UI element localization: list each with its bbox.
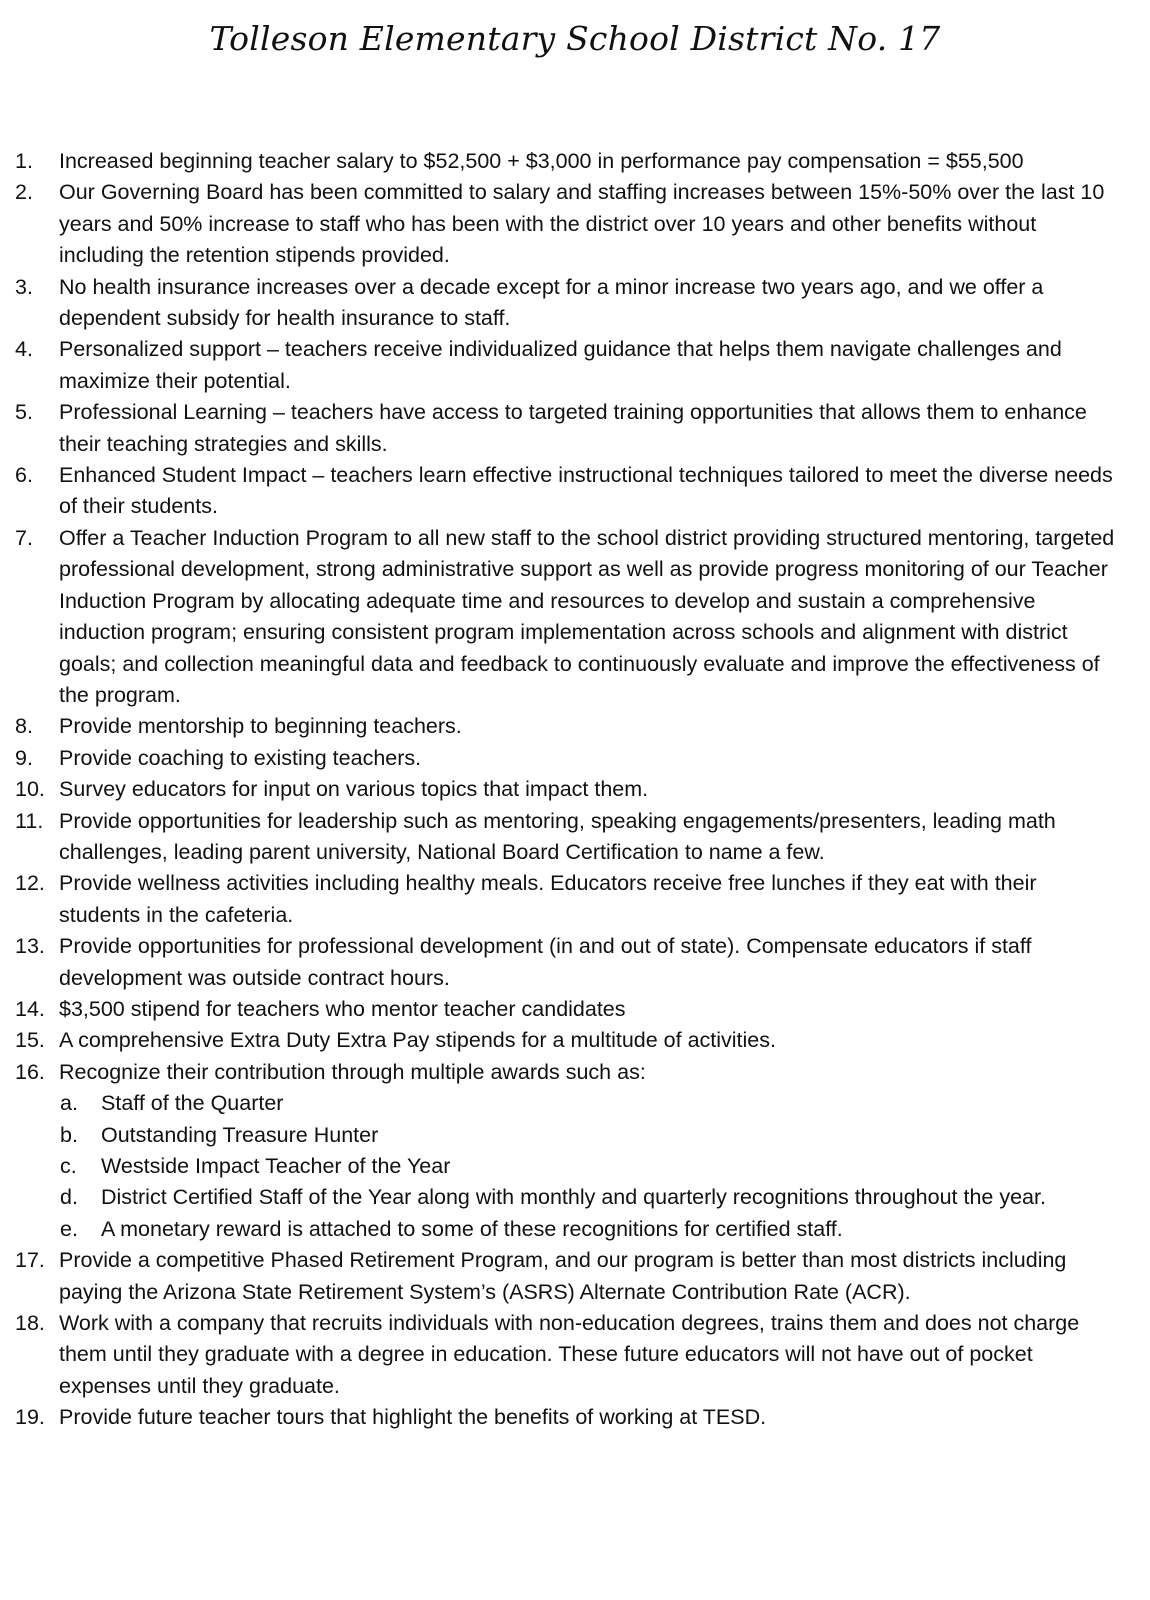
item-text: Provide coaching to existing teachers.: [59, 745, 422, 770]
subitem-text: Staff of the Quarter: [101, 1091, 284, 1116]
item-text: Enhanced Student Impact – teachers learn effective instructional techniques tailored to meet the diverse needs of their students.: [59, 463, 1113, 519]
item-text: Professional Learning – teachers have access to targeted training opportunities that allows them to enhance their teaching strategies and skills.: [59, 400, 1087, 456]
item-text: Work with a company that recruits individuals with non-education degrees, trains them and does not charge them until they graduate with a degree in education. These future educators will not have out of pocket expenses until they graduate.: [59, 1311, 1080, 1398]
subitem-letter: e.: [60, 1216, 78, 1241]
item-number: 2.: [15, 180, 33, 205]
item-number: 18.: [15, 1311, 45, 1336]
item-number: 16.: [15, 1059, 45, 1084]
subitem-letter: b.: [60, 1122, 78, 1147]
list-item: [0, 397, 1150, 460]
list-item: [0, 1245, 1150, 1308]
list-item: [0, 931, 1150, 994]
item-number: 14.: [15, 996, 45, 1021]
subitem-letter: a.: [60, 1091, 78, 1116]
item-text: No health insurance increases over a decade except for a minor increase two years ago, and we offer a dependent subsidy for health insurance to staff.: [59, 274, 1044, 331]
item-number: 6.: [15, 463, 33, 488]
list-item: [0, 774, 1150, 805]
item-text: Provide opportunities for leadership such as mentoring, speaking engagements/presenters, leading math challenges, leading parent university, National Board Certification to name a few.: [59, 808, 1056, 864]
item-text: Survey educators for input on various topics that impact them.: [59, 777, 649, 802]
item-number: 1.: [15, 149, 33, 173]
list-item: [0, 1057, 1150, 1245]
item-number: 19.: [15, 1405, 45, 1430]
list-item: [0, 146, 1150, 177]
subitem-text: District Certified Staff of the Year along with monthly and quarterly recognitions throughout the year.: [101, 1185, 1046, 1210]
item-text: Offer a Teacher Induction Program to all new staff to the school district providing structured mentoring, targeted professional development, strong administrative support as well as provide progress monitoring of our Teacher Induction Program by allocating adequate time and resources to develop and sustain a comprehensive induction program; ensuring consistent program implementation across schools and alignment with district goals; and collection meaningful data and feedback to continuously evaluate and improve the effectiveness of the program.: [59, 525, 1115, 707]
item-text: Provide mentorship to beginning teachers.: [59, 714, 462, 739]
list-item: [0, 1402, 1150, 1433]
awards-sublist: [59, 1088, 1118, 1245]
subitem-text: A monetary reward is attached to some of these recognitions for certified staff.: [101, 1216, 843, 1241]
list-item: [0, 177, 1150, 271]
item-number: 4.: [15, 337, 33, 362]
item-text: Personalized support – teachers receive individualized guidance that helps them navigate challenges and maximize their potential.: [59, 337, 1062, 393]
list-item: [0, 1308, 1150, 1402]
list-item: [0, 806, 1150, 869]
item-text: $3,500 stipend for teachers who mentor teacher candidates: [59, 996, 626, 1021]
item-number: 9.: [15, 745, 33, 770]
list-item: [0, 994, 1150, 1025]
sublist-item: [59, 1182, 1118, 1213]
item-number: 15.: [15, 1028, 45, 1053]
item-number: 10.: [15, 777, 45, 802]
item-text: Provide wellness activities including healthy meals. Educators receive free lunches if they eat with their students in the cafeteria.: [59, 871, 1037, 927]
item-text: Provide future teacher tours that highlight the benefits of working at TESD.: [59, 1405, 767, 1430]
item-number: 3.: [15, 274, 33, 299]
sublist-item: [59, 1214, 1118, 1245]
item-number: 12.: [15, 871, 45, 896]
sublist-item: [59, 1088, 1118, 1119]
list-item: [0, 711, 1150, 742]
item-number: 5.: [15, 400, 33, 425]
list-item: [0, 743, 1150, 774]
item-number: 8.: [15, 714, 33, 739]
subitem-text: Outstanding Treasure Hunter: [101, 1122, 379, 1147]
item-text: Recognize their contribution through multiple awards such as:: [59, 1059, 646, 1084]
list-item: [0, 272, 1150, 335]
sublist-item: [59, 1120, 1118, 1151]
document-title: Tolleson Elementary School District No. 17: [209, 19, 941, 58]
item-number: 7.: [15, 525, 33, 550]
item-text: A comprehensive Extra Duty Extra Pay stipends for a multitude of activities.: [59, 1028, 776, 1053]
item-text: Provide a competitive Phased Retirement Program, and our program is better than most districts including paying the Arizona State Retirement System’s (ASRS) Alternate Contribution Rate (ACR).: [59, 1248, 1067, 1304]
list-item: [0, 868, 1150, 931]
sublist-item: [59, 1151, 1118, 1182]
list-item: [0, 1025, 1150, 1056]
item-number: 17.: [15, 1248, 45, 1273]
item-text: Our Governing Board has been committed to salary and staffing increases between 15%-50% over the last 10 years and 50% increase to staff who has been with the district over 10 years and other benefits without including the retention stipends provided.: [59, 180, 1105, 268]
list-item: [0, 460, 1150, 523]
item-number: 11.: [15, 808, 44, 833]
item-text: Increased beginning teacher salary to $52,500 + $3,000 in performance pay compensation = $55,500: [59, 149, 1024, 173]
subitem-letter: c.: [60, 1154, 77, 1178]
benefits-list: [0, 146, 1150, 1434]
subitem-text: Westside Impact Teacher of the Year: [101, 1154, 451, 1178]
subitem-letter: d.: [60, 1185, 78, 1210]
list-item: [0, 334, 1150, 397]
list-item: [0, 523, 1150, 711]
item-number: 13.: [15, 934, 45, 959]
item-text: Provide opportunities for professional development (in and out of state). Compensate educators if staff development was outside contract hours.: [59, 934, 1032, 990]
